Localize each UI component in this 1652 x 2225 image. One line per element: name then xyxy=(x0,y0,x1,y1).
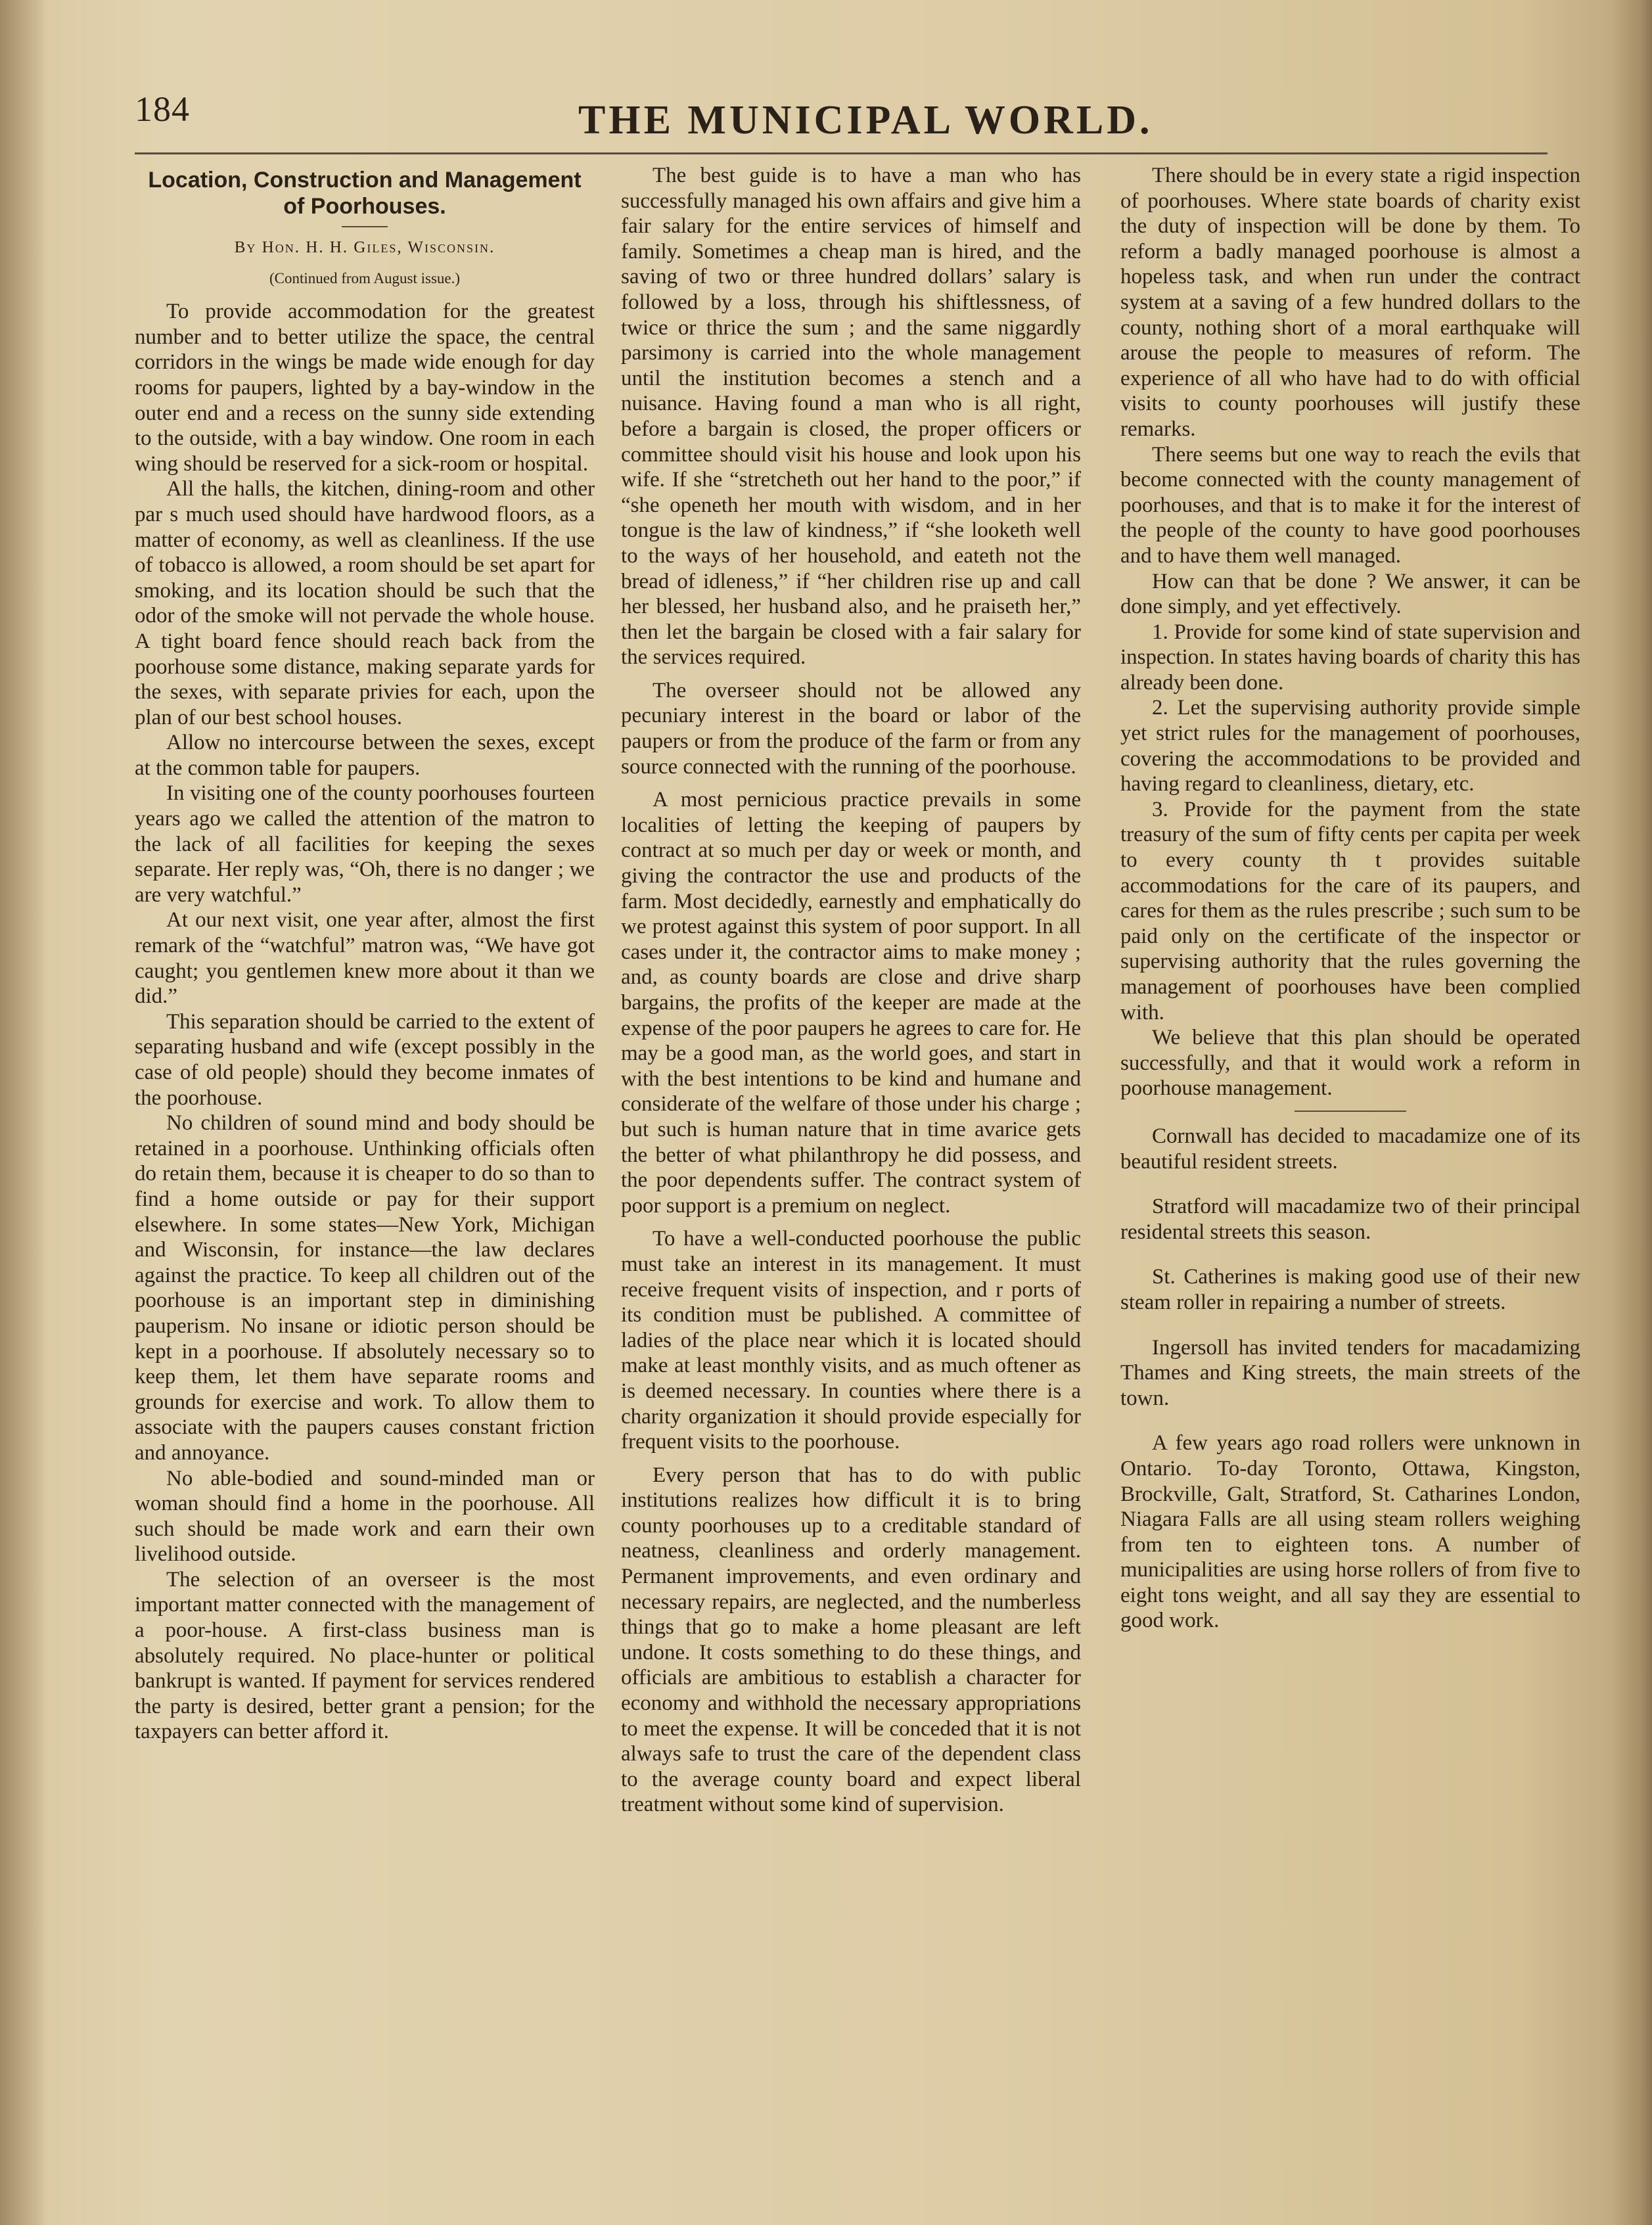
paragraph: The selection of an overseer is the most important matter connected with the management of a poor-house. A first-class business man is absolutely required. No place-hunter or political bankrupt is wanted. If payment for services rendered the party is desired, better grant a pension; for the taxpayers can better afford it. xyxy=(135,1567,595,1744)
paragraph: At our next visit, one year after, almost the first remark of the “watchful” matron was, “We have got caught; you gentlemen knew more about it than we did.” xyxy=(135,908,595,1009)
news-note: Stratford will macadamize two of their principal residental streets this season. xyxy=(1120,1195,1580,1244)
continued-note: (Continued from August issue.) xyxy=(269,269,461,287)
article-title: Location, Construction and Management of Poorhouses. xyxy=(148,168,582,219)
column-3 xyxy=(1120,163,1580,2161)
news-note: Cornwall has decided to macadamize one of its beautiful resident streets. xyxy=(1120,1124,1580,1174)
paragraph: This separation should be carried to the extent of separating husband and wife (except possibly in the case of old people) should they become inmates of the poorhouse. xyxy=(135,1009,595,1110)
paragraph: The overseer should not be allowed any pecuniary interest in the board or labor of the paupers or from the produce of the farm or from any source connected with the running of the poorhouse. xyxy=(621,678,1081,779)
paragraph: The best guide is to have a man who has successfully managed his own affairs and give him a fair salary for the entire services of himself and family. Sometimes a cheap man is hired, and the saving of two or three hundred dollars’ salary is followed by a loss, through his shiftlessness, of twice or thrice the sum ; and the same niggardly parsimony is carried into the whole management until the institution becomes a stench and a nuisance. Having found a man who is all right, before a bargain is closed, the proper officers or committee should visit his house and look upon his wife. If she “stretcheth out her hand to the poor,” if “she openeth her mouth with wisdom, and in her tongue is the law of kindness,” if “she looketh well to the ways of her household, and eateth not the bread of idleness,” if “her children rise up and call her blessed, her husband also, and he praiseth her,” then let the bargain be closed with a fair salary for the services required. xyxy=(621,164,1081,670)
paragraph: There seems but one way to reach the evils that become connected with the county management of poorhouses, and that is to make it for the interest of the people of the county to have good poorhouses and to have them well managed. xyxy=(1120,442,1580,568)
paragraph: We believe that this plan should be operated successfully, and that it would work a reform in poorhouse management. xyxy=(1120,1026,1580,1101)
paragraph: All the halls, the kitchen, dining-room and other par s much used should have hardwood floors, as a matter of economy, as well as cleanliness. If the use of tobacco is allowed, a room should be set apart for smoking, and its location should be such that the odor of the smoke will not pervade the whole house. A tight board fence should reach back from the poorhouse some distance, making separate yards for the sexes, with separate privies for each, upon the plan of our best school houses. xyxy=(135,477,595,729)
masthead: THE MUNICIPAL WORLD. xyxy=(578,98,1153,143)
paragraph: How can that be done ? We answer, it can be done simply, and yet effectively. xyxy=(1120,569,1580,619)
paragraph: No children of sound mind and body should be retained in a poorhouse. Unthinking officials often do retain them, because it is cheaper to do so than to find a home outside or pay for their support elsewhere. In some states—New York, Michigan and Wisconsin, for instance—the law declares against the practice. To keep all children out of the poorhouse is an important step in diminishing pauperism. No insane or idiotic person should be kept in a poorhouse. If absolutely necessary so to keep them, let them have separate rooms and grounds for exercise and work. To allow them to associate with the paupers causes constant friction and annoyance. xyxy=(135,1111,595,1465)
paragraph: A most pernicious practice prevails in some localities of letting the keeping of paupers by contract at so much per day or week or month, and giving the contractor the use and products of the farm. Most decidedly, earnestly and emphatically do we protest against this system of poor support. In all cases under it, the contractor aims to make money ; and, as county boards are close and drive sharp bargains, the profits of the keeper are made at the expense of the poor paupers he agrees to care for. He may be a good man, as the world goes, and start in with the best intentions to be kind and humane and considerate of the welfare of those under his charge ; but such is human nature that in time avarice gets the better of what philanthropy he did possess, and the poor dependents suffer. The contract system of poor support is a premium on neglect. xyxy=(621,788,1081,1218)
paragraph: 1. Provide for some kind of state supervision and inspection. In states having boards of charity this has already been done. xyxy=(1120,620,1580,695)
paragraph: Allow no intercourse between the sexes, except at the common table for paupers. xyxy=(135,731,595,780)
paragraph: To provide accommodation for the greatest number and to better utilize the space, the central corridors in the wings be made wide enough for day rooms for paupers, lighted by a bay-window in the outer end and a recess on the sunny side extending to the outside, with a bay window. One room in each wing should be reserved for a sick-room or hospital. xyxy=(135,300,595,476)
title-rule xyxy=(342,226,388,227)
paragraph: 2. Let the supervising authority provide simple yet strict rules for the management of poorhouses, covering the accommodations to be provided and having regard to cleanliness, dietary, etc. xyxy=(1120,696,1580,796)
page-number: 184 xyxy=(135,89,190,129)
column-1 xyxy=(135,163,595,2161)
paragraph: 3. Provide for the payment from the state treasury of the sum of fifty cents per capita per week to every county th t provides suitable accommodations for the care of its paupers, and cares for them as the rules prescribe ; such sum to be paid only on the certificate of the inspector or supervising authority that the rules governing the management of poorhouses have been complied with. xyxy=(1120,797,1580,1024)
paragraph: To have a well-conducted poorhouse the public must take an interest in its management. It must receive frequent visits of inspection, and r ports of its condition must be published. A committee of ladies of the place near which it is located should make at least monthly visits, and as much oftener as is deemed necessary. In counties where there is a charity organization it should provide especially for frequent visits to the poorhouse. xyxy=(621,1227,1081,1454)
article-byline: By Hon. H. H. Giles, Wisconsin. xyxy=(234,239,495,256)
column-2 xyxy=(621,163,1081,2161)
header-rule xyxy=(135,152,1548,154)
paragraph: No able-bodied and sound-minded man or woman should find a home in the poorhouse. All such should be made work and earn their own livelihood outside. xyxy=(135,1466,595,1567)
news-note: A few years ago road rollers were unknown in Ontario. To-day Toronto, Ottawa, Kingston, Brockville, Galt, Stratford, St. Catharines London, Niagara Falls are all using steam rollers weighing from ten to eighteen tons. A number of municipalities are using horse rollers of from five to eight tons weight, and all say they are essential to good work. xyxy=(1120,1431,1580,1633)
news-note: Ingersoll has invited tenders for macadamizing Thames and King streets, the main streets of the town. xyxy=(1120,1335,1580,1410)
paragraph: There should be in every state a rigid inspection of poorhouses. Where state boards of charity exist the duty of inspection will be done by them. To reform a badly managed poorhouse is almost a hopeless task, and when run under the contract system at a saving of a few hundred dollars to the county, nothing short of a moral earthquake will arouse the people to measures of reform. The experience of all who have had to do with official visits to county poorhouses will justify these remarks. xyxy=(1120,164,1580,441)
paragraph: Every person that has to do with public institutions realizes how difficult it is to bring county poorhouses up to a creditable standard of neatness, cleanliness and orderly management. Permanent improvements, and even ordinary and necessary repairs, are neglected, and the numberless things that go to make a home pleasant are left undone. It costs something to do these things, and officials are ambitious to establish a character for economy and withhold the necessary appropriations to meet the expense. It will be conceded that it is not always safe to trust the care of the dependent class to the average county board and expect liberal treatment without some kind of supervision. xyxy=(621,1463,1081,1817)
book-spine-shadow xyxy=(0,0,46,2225)
page-edge-shadow xyxy=(1613,0,1652,2225)
section-separator xyxy=(1295,1111,1406,1112)
paragraph: In visiting one of the county poorhouses fourteen years ago we called the attention of the matron to the lack of all facilities for keeping the sexes separate. Her reply was, “Oh, there is no danger ; we are very watchful.” xyxy=(135,781,595,907)
news-note: St. Catherines is making good use of their new steam roller in repairing a number of streets. xyxy=(1120,1265,1580,1314)
